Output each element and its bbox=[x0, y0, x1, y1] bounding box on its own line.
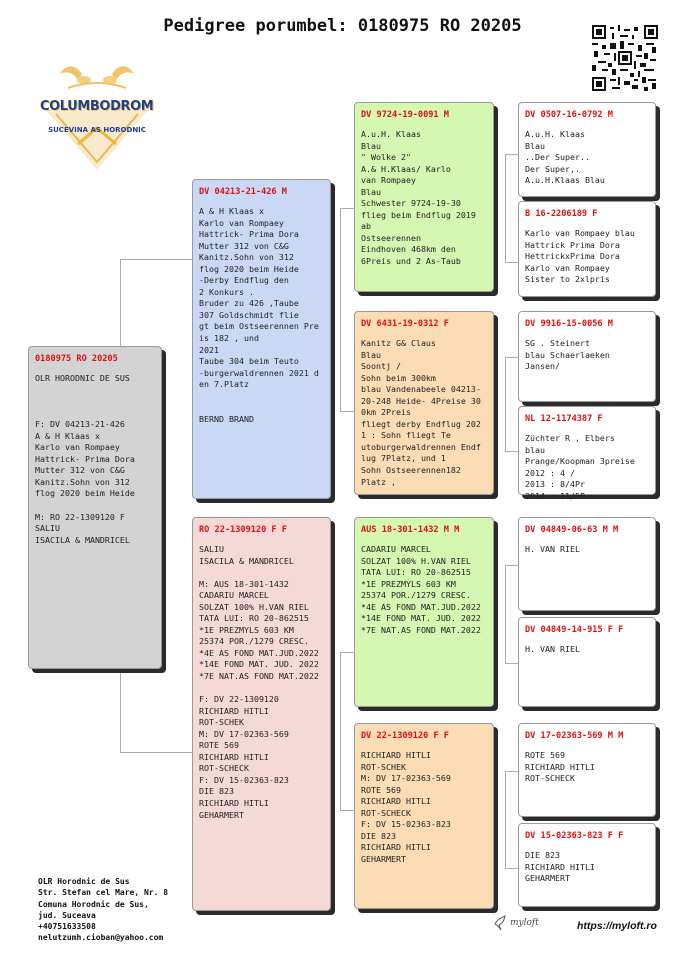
maternal-grandmother-details: RICHIARD HITLI ROT-SCHEK M: DV 17-02363-569 ROTE 569 RICHIARD HITLI ROT-SCHECK F: DV 15-02363-823 DIE 823 RICHIARD HITLI GEHARMERT bbox=[361, 750, 451, 864]
contact-line: Comuna Horodnic de Sus, bbox=[38, 899, 149, 909]
connector-line bbox=[340, 411, 354, 412]
great-grandparent-ring: DV 04849-06-63 M M bbox=[525, 525, 619, 535]
contact-line: nelutzumh.cioban@yahoo.com bbox=[38, 933, 164, 943]
myloft-link[interactable]: https://myloft.ro bbox=[577, 920, 657, 932]
paternal-grandmother-ring: DV 6431-19-0312 F bbox=[361, 319, 449, 329]
contact-line: Str. Stefan cel Mare, Nr. 8 bbox=[38, 888, 169, 898]
great-grandparent-ring: B 16-2206189 F bbox=[525, 209, 598, 219]
paternal-grandfather-ring: DV 9724-19-0091 M bbox=[361, 110, 449, 120]
connector-line bbox=[340, 652, 354, 653]
connector-line bbox=[505, 663, 518, 664]
paternal-grandmother-card bbox=[354, 311, 494, 495]
great-grandparent-details: Züchter R , Elbers blau Prange/Koopman 3preise 2012 : 4 / 2013 : 8/4Pr 2014 : 11/5P bbox=[525, 433, 635, 501]
maternal-grandfather-details: CADARIU MARCEL SOLZAT 100% H.VAN RIEL TATA LUI: RO 20-862515 *1E PREZMYLS 603 KM 25374 POR./1279 CRESC. *4E AS FOND MAT.JUD.2022 *14E FOND MAT. JUD. 2022 *7E NAT.AS FOND MAT.2022 bbox=[361, 544, 481, 635]
great-grandparent-details: DIE 823 RICHIARD HITLI GEHARMERT bbox=[525, 850, 595, 884]
contact-line: OLR Horodnic de Sus bbox=[38, 877, 130, 886]
connector-line bbox=[505, 154, 518, 155]
maternal-grandfather-card bbox=[354, 517, 494, 707]
columbodrom-logo bbox=[38, 58, 156, 173]
contact-line: +40751633508 bbox=[38, 922, 96, 932]
great-grandparent-details: SG . Steinert blau Schaerlaeken Jansen/ bbox=[525, 338, 610, 372]
great-grandparent-details: Karlo van Rompaey blau Hattrick Prima Dora HettrickxPrima Dora Karlo van Rompaey Sister to 2xlpris bbox=[525, 228, 635, 285]
father-card bbox=[192, 179, 331, 499]
mother-ring: RO 22-1309120 F F bbox=[199, 525, 287, 535]
great-grandparent-details: ROTE 569 RICHIARD HITLI ROT-SCHECK bbox=[525, 750, 595, 784]
mother-details: SALIU ISACILA & MANDRICEL M: AUS 18-301-1432 CADARIU MARCEL SOLZAT 100% H.VAN RIEL TATA LUI: RO 20-862515 *1E PREZMYLS 603 KM 25374 POR./1279 CRESC. *4E AS FOND MAT.JUD.2022 *14E FOND MAT. JUD. 2022 *7E NAT.AS FOND MAT.2022 F: DV 22-1309120 RICHIARD HITLI ROT-SCHEK M: DV 17-02363-569 ROTE 569 RICHIARD HITLI ROT-SCHECK F: DV 15-02363-823 DIE 823 RICHIARD HITLI GEHARMERT bbox=[199, 544, 319, 820]
great-grandparent-ring: NL 12-1174387 F bbox=[525, 414, 603, 424]
great-grandparent-ring: DV 04849-14-915 F F bbox=[525, 625, 624, 635]
paternal-grandfather-details: A.u.H. Klaas Blau " Wolke 2" A.& H.Klaas/ Karlo van Rompaey Blau Schwester 9724-19-30 flieg beim Endflug 2019 ab Ostseerennen Eindhoven 468km den 6Preis und 2 As-Taub bbox=[361, 129, 476, 267]
connector-line bbox=[120, 259, 192, 260]
connector-line bbox=[340, 208, 341, 411]
great-grandparent-card-6 bbox=[518, 617, 656, 707]
connector-line bbox=[505, 451, 518, 452]
connector-line bbox=[505, 565, 518, 566]
connector-line bbox=[120, 752, 192, 753]
connector-line bbox=[340, 652, 341, 810]
connector-line bbox=[505, 154, 506, 262]
logo-wordmark: COLUMBODROM bbox=[40, 99, 154, 114]
qr-code bbox=[592, 25, 658, 91]
mother-card bbox=[192, 517, 331, 911]
connector-line bbox=[505, 357, 518, 358]
subject-card bbox=[28, 346, 162, 669]
great-grandparent-ring: DV 17-02363-569 M M bbox=[525, 731, 624, 741]
page-title: Pedigree porumbel: 0180975 RO 20205 bbox=[163, 16, 522, 36]
great-grandparent-ring: DV 15-02363-823 F F bbox=[525, 831, 624, 841]
great-grandparent-details: H. VAN RIEL bbox=[525, 544, 580, 554]
maternal-grandmother-ring: DV 22-1309120 F F bbox=[361, 731, 449, 741]
connector-line bbox=[505, 565, 506, 663]
great-grandparent-details: H. VAN RIEL bbox=[525, 644, 580, 654]
father-ring: DV 04213-21-426 M bbox=[199, 187, 287, 197]
great-grandparent-card-4 bbox=[518, 406, 656, 501]
father-details: A & H Klaas x Karlo van Rompaey Hattrick- Prima Dora Mutter 312 von C&G Kanitz.Sohn von 312 flog 2020 beim Heide -Derby Endflug den 2 Konkurs . Bruder zu 426 ,Taube 307 Goldschmidt flie gt beim Ostseerennen Pre is 182 , und 2021 Taube 304 beim Teuto -burgerwaldrennen 2021 d en 7.Platz BERND BRAND bbox=[199, 206, 319, 424]
myloft-mark: myloft bbox=[510, 918, 539, 928]
subject-ring: 0180975 RO 20205 bbox=[35, 354, 118, 364]
great-grandparent-card-1 bbox=[518, 102, 656, 197]
paternal-grandmother-details: Kanitz G& Claus Blau Soontj / Sohn beim 300km blau Vandenabeele 04213- 20-248 Heide- 4Preise 30 0km 2Preis fliegt derby Endflug 202 1 : Sohn fliegt Te utoburgerwaldrennen Endf lug 7Platz, und 1 Sohn Ostseerennen182 Platz , bbox=[361, 338, 481, 487]
paternal-grandfather-card bbox=[354, 102, 494, 292]
connector-line bbox=[505, 771, 518, 772]
bird-icon bbox=[493, 914, 509, 932]
great-grandparent-card-2 bbox=[518, 201, 656, 297]
connector-line bbox=[505, 357, 506, 451]
maternal-grandfather-ring: AUS 18-301-1432 M M bbox=[361, 525, 460, 535]
logo-subtitle: SUCEVINA AS HORODNIC bbox=[48, 126, 146, 134]
connector-line bbox=[340, 810, 354, 811]
maternal-grandmother-card bbox=[354, 723, 494, 909]
connector-line bbox=[505, 262, 518, 263]
connector-line bbox=[505, 868, 518, 869]
connector-line bbox=[340, 208, 354, 209]
connector-line bbox=[505, 771, 506, 868]
owner-contact bbox=[38, 876, 168, 944]
contact-line: jud. Suceava bbox=[38, 910, 96, 920]
great-grandparent-card-7 bbox=[518, 723, 656, 817]
great-grandparent-card-8 bbox=[518, 823, 656, 907]
great-grandparent-card-5 bbox=[518, 517, 656, 611]
great-grandparent-card-3 bbox=[518, 311, 656, 402]
great-grandparent-ring: DV 0507-16-0792 M bbox=[525, 110, 613, 120]
great-grandparent-ring: DV 9916-15-0056 M bbox=[525, 319, 613, 329]
great-grandparent-details: A.u.H. Klaas Blau ..Der Super.. Der Super,. A.u.H.Klaas Blau bbox=[525, 129, 605, 186]
subject-details: OLR HORODNIC DE SUS F: DV 04213-21-426 A & H Klaas x Karlo van Rompaey Hattrick- Prima Dora Mutter 312 von C&G Kanitz.Sohn von 312 flog 2020 beim Heide M: RO 22-1309120 F SALIU ISACILA & MANDRICEL bbox=[35, 373, 135, 545]
